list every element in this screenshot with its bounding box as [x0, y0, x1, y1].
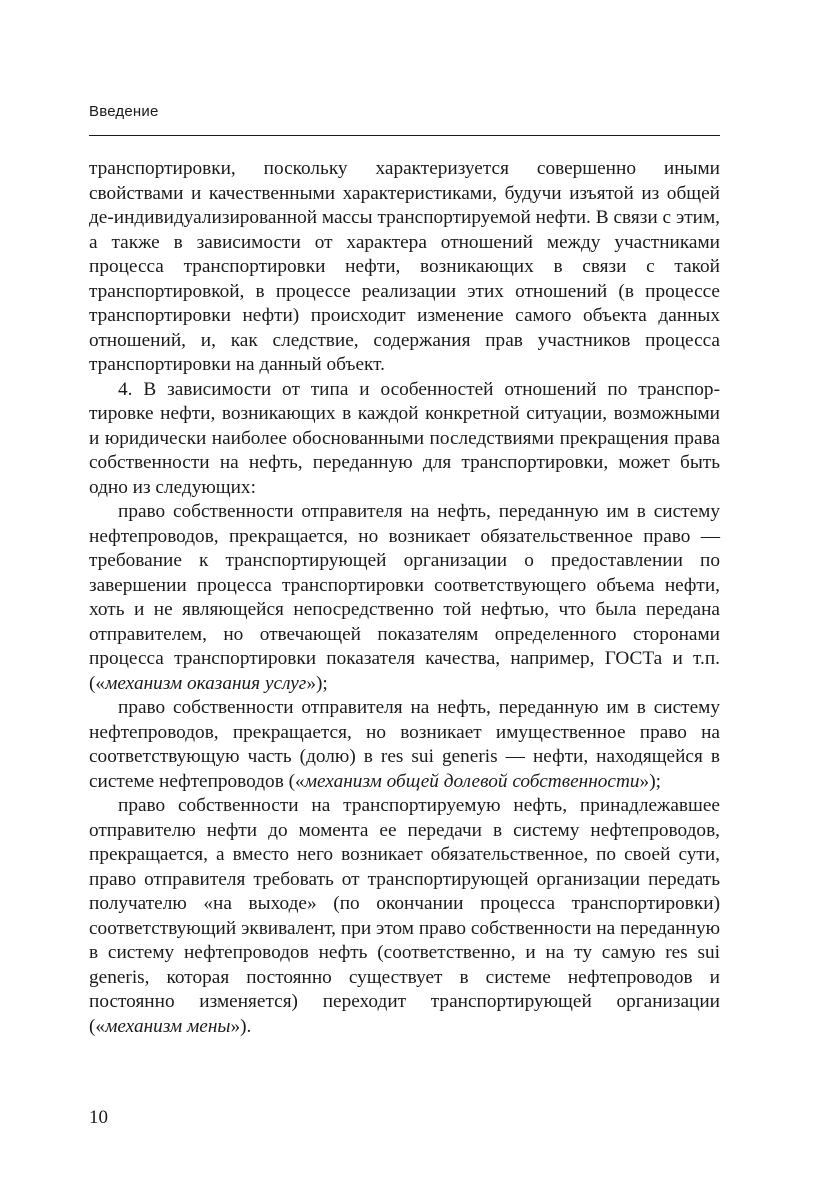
mechanism-term: механизм общей долевой собственности	[304, 770, 640, 792]
paragraph-mechanism-exchange	[89, 794, 720, 1039]
paragraph-text: транспортировки, поскольку характеризуется совершенно иными свойствами и качественными характеристиками, будучи изъятой из общей де-индивидуализированной массы транспортируемой нефти. В связи с этим, а также в зависимости от характера отношений между участниками процесса транспортировки нефти, возникающих в связи с такой транспортировкой, в процессе реализации этих отношений (в процессе транспортировки нефти) происходит изменение самого объекта данных отношений, и, как следствие, содержания прав участников процесса транспортировки на данный объект.	[89, 158, 720, 375]
paragraph-text: право собственности отправителя на нефть, переданную им в систему нефтепроводов, прекращается, но возникает обязательственное право — требование к транспортирующей организации о предоставлении по завершении процесса транспортировки соответствующего объема нефти, хоть и не являющейся непосредственно той нефтью, что была передана отправителем, но отвечающей показателям определенного сторонами процесса транспортировки показателя качества, например, ГОСТа и т.п. («	[89, 501, 720, 694]
running-header: Введение	[89, 103, 159, 120]
paragraph-mechanism-services	[89, 500, 720, 696]
paragraph-text: 4. В зависимости от типа и особенностей отношений по транспортировке нефти, возникающих в каждой конкретной ситуации, возможными и юридически наиболее обоснованными последствиями прекращения права собственности на нефть, переданную для транспортировки, может быть одно из следующих:	[89, 378, 720, 498]
paragraph-text-end: »);	[639, 770, 661, 792]
paragraph-text: право собственности на транспортируемую нефть, принадлежавшее отправителю нефти до момента ее передачи в систему нефтепроводов, прекращается, а вместо него возникает обязательственное, по своей сути, право отправителя требовать от транспортирующей организации передать получателю «на выходе» (по окончании процесса транспортировки) соответствующий эквивалент, при этом право собственности на переданную в систему нефтепроводов нефть (соответственно, и на ту самую res sui generis, которая постоянно существует в системе нефтепроводов и постоянно изменяется) переходит транспортирующей организации («	[89, 795, 720, 1037]
paragraph-text-end: »).	[230, 1015, 252, 1037]
paragraph-mechanism-shared-ownership	[89, 696, 720, 794]
paragraph-continuation	[89, 157, 720, 378]
mechanism-term: механизм оказания услуг	[105, 672, 307, 694]
body-text	[89, 157, 720, 1039]
mechanism-term: механизм мены	[105, 1015, 231, 1037]
page-number: 10	[89, 1107, 108, 1128]
paragraph-item-4	[89, 378, 720, 501]
paragraph-text: право собственности отправителя на нефть, переданную им в систему нефтепроводов, прекращается, но возникает имущественное право на соответствующую часть (долю) в res sui generis — нефти, находящейся в системе нефтепроводов («	[89, 697, 720, 792]
paragraph-text-end: »);	[306, 672, 328, 694]
header-rule	[89, 135, 720, 136]
